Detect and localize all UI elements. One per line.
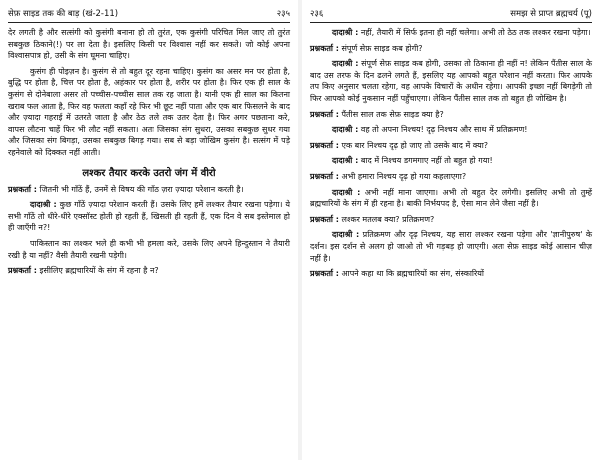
right-running-title: समझ से प्राप्त ब्रह्मचर्य (पू): [510, 9, 592, 19]
dialogue-question: [310, 214, 592, 226]
speaker-label: दादाश्री :: [30, 200, 57, 210]
dialogue-question: [310, 109, 592, 121]
right-page-number: २३६: [310, 9, 324, 19]
dialogue-answer: [310, 155, 592, 167]
dialogue-text: नहीं, तैयारी में सिर्फ इतना ही नहीं चलेगा। अभी तो ठेठ तक लश्कर रखना पड़ेगा।: [360, 28, 591, 37]
dialogue-question: [310, 43, 592, 55]
left-page-header: [8, 8, 290, 23]
dialogue-text: संपूर्ण सेफ़ साइड कब होगी, उसका तो ठिकाना ही नहीं न! लेकिन पैंतीस साल के बाद उस तरफ के दिन ढलने लगते हैं, इसलिए यह आपको बहुत परेशान नहीं करता। फिर आपके तप किए अनुसार चलता रहेगा, वह आपके विचारों के अधीन रहेगा। आपकी इच्छा नहीं बिगड़ेगी तो फिर आपको कोई नुकसान नहीं पहुँचाएगा। लेकिन पैंतीस साल तक तो बहुत ही जोखिम है।: [310, 59, 592, 103]
dialogue-question: [8, 184, 290, 196]
dialogue-answer: [310, 27, 592, 39]
dialogue-text: वह तो अपना निश्चय! दृढ़ निश्चय और साथ में प्रतिक्रमण!: [360, 125, 528, 135]
speaker-label: प्रश्नकर्ता :: [310, 171, 339, 181]
speaker-label: दादाश्री :: [332, 28, 359, 37]
dialogue-text: आपने कहा था कि ब्रह्मचारियों का संग, संस्कारियों: [341, 269, 484, 279]
dialogue-text: एक बार निश्चय दृढ़ हो जाए तो उसके बाद में क्या?: [341, 140, 489, 150]
speaker-label: दादाश्री :: [332, 156, 359, 166]
paragraph: देर लगती है और सत्संगी को कुसंगी बनाना हो तो तुरंत, एक कुसंगी परिचित मिल जाए तो तुरंत सबकुछ ठिकाने(!) पर ला देता है। इसलिए किसी पर विश्वास नहीं कर सकते। जो कोई अपना विश्वासपात्र हो, उसी के संग घूमना चाहिए।: [8, 28, 290, 61]
right-page-header: [310, 8, 592, 23]
speaker-label: दादाश्री :: [332, 230, 360, 240]
speaker-label: दादाश्री :: [332, 125, 359, 135]
dialogue-text: बाद में निश्चय डगमगाए नहीं तो बहुत हो गया!: [360, 156, 493, 166]
speaker-label: प्रश्नकर्ता :: [310, 43, 339, 53]
speaker-label: दादाश्री :: [332, 59, 359, 69]
dialogue-text: पैंतीस साल तक सेफ़ साइड क्या है?: [341, 109, 444, 119]
dialogue-answer: [310, 187, 592, 210]
dialogue-answer: [310, 124, 592, 136]
dialogue-text: संपूर्ण सेफ़ साइड कब होगी?: [341, 43, 423, 53]
dialogue-text: प्रतिक्रमण और दृढ़ निश्चय, यह सारा लश्कर रखना पड़ेगा और 'ज्ञानीपुरुष' के दर्शन। इस दर्शन से अलग हो जाओ तो भी गड़बड़ हो जाएगी। अतः सेफ़ साइड कोई आसान चीज़ नहीं है।: [310, 230, 592, 263]
dialogue-text: लश्कर मतलब क्या? प्रतिक्रमण?: [341, 214, 435, 224]
left-page-number: २३५: [276, 9, 290, 19]
dialogue-text: इसीलिए ब्रह्मचारियों के संग में रहना है न?: [39, 266, 159, 276]
dialogue-text: जितनी भी गाँठें हैं, उनमें से विषय की गाँठ ज़रा ज़्यादा परेशान करती है।: [39, 184, 244, 194]
speaker-label: प्रश्नकर्ता :: [310, 109, 339, 119]
speaker-label: दादाश्री :: [332, 187, 361, 197]
dialogue-question: [310, 171, 592, 183]
dialogue-text: अभी हमारा निश्चय दृढ़ हो गया कहलाएगा?: [341, 171, 467, 181]
dialogue-text: कुछ गाँठें ज़्यादा परेशान करती हैं। उसके लिए हमें लश्कर तैयार रखना पड़ेगा। ये सभी गाँठें तो धीरे-धीरे एक्सॉस्ट होती हो रहती हैं, खिसती ही रहती हैं, एक दिन वे सब इस्तेमाल हो ही जाएँगी न?!: [8, 200, 290, 233]
dialogue-question: [8, 265, 290, 277]
speaker-label: प्रश्नकर्ता :: [8, 266, 37, 276]
paragraph: कुसंग ही पोइज़न है। कुसंग से तो बहुत दूर रहना चाहिए। कुसंग का असर मन पर होता है, बुद्धि पर होता है, चित्त पर होता है, अहंकार पर होता है, शरीर पर होता है। फिर एक ही साल के कुसंग से दोनेबाला असर तो पच्चीस-पच्चीस साल तक रह जाता है। यानी एक ही साल का कितना खराब फल आता है, फिर वह फलता कहाँ रहे फिर भी छूट नहीं पाता और एक बार फिसलने के बाद और ज़्यादा गहराई में उतरते जाता है और ठेठ तले तक उतर देता है। फिर अगर पछताना करे, वापस लौटना चाहें फिर भी लौट नहीं सकता। अतः जिसका संग सुधरा, उसका सबकुछ सुधर गया और जिसका संग बिगड़ा, उसका सबकुछ बिगड़ गया। सब से बड़ा जोखिम कुसंग है। सत्संग में पड़े रहनेवाले को दिक्कत नहीं आती।: [8, 66, 290, 157]
right-page: [302, 0, 600, 460]
dialogue-question: [310, 268, 592, 280]
dialogue-answer: [310, 229, 592, 264]
speaker-label: प्रश्नकर्ता :: [310, 140, 339, 150]
dialogue-answer: [8, 199, 290, 234]
left-page: [0, 0, 298, 460]
speaker-label: प्रश्नकर्ता :: [310, 269, 339, 279]
left-running-title: सेफ़ साइड तक की बाड़ (खं-2-11): [8, 9, 119, 19]
speaker-label: प्रश्नकर्ता :: [310, 214, 339, 224]
dialogue-answer: [310, 58, 592, 104]
speaker-label: प्रश्नकर्ता :: [8, 184, 37, 194]
paragraph: पाकिस्तान का लश्कर भले ही कभी भी हमला करे, उसके लिए अपने हिन्दुस्तान ने तैयारी रखी है या नहीं? वैसी तैयारी रखनी पड़ेगी।: [8, 238, 290, 260]
dialogue-text: अभी नहीं माना जाएगा। अभी तो बहुत देर लगेगी। इसलिए अभी तो तुम्हें ब्रह्मचारियों के संग में ही रहना है। बाकी निर्भयपद है, ऐसा मान लेने जैसा नहीं है।: [310, 187, 592, 209]
section-heading: लश्कर तैयार करके उतरो जंग में वीरो: [82, 167, 216, 179]
dialogue-question: [310, 140, 592, 152]
